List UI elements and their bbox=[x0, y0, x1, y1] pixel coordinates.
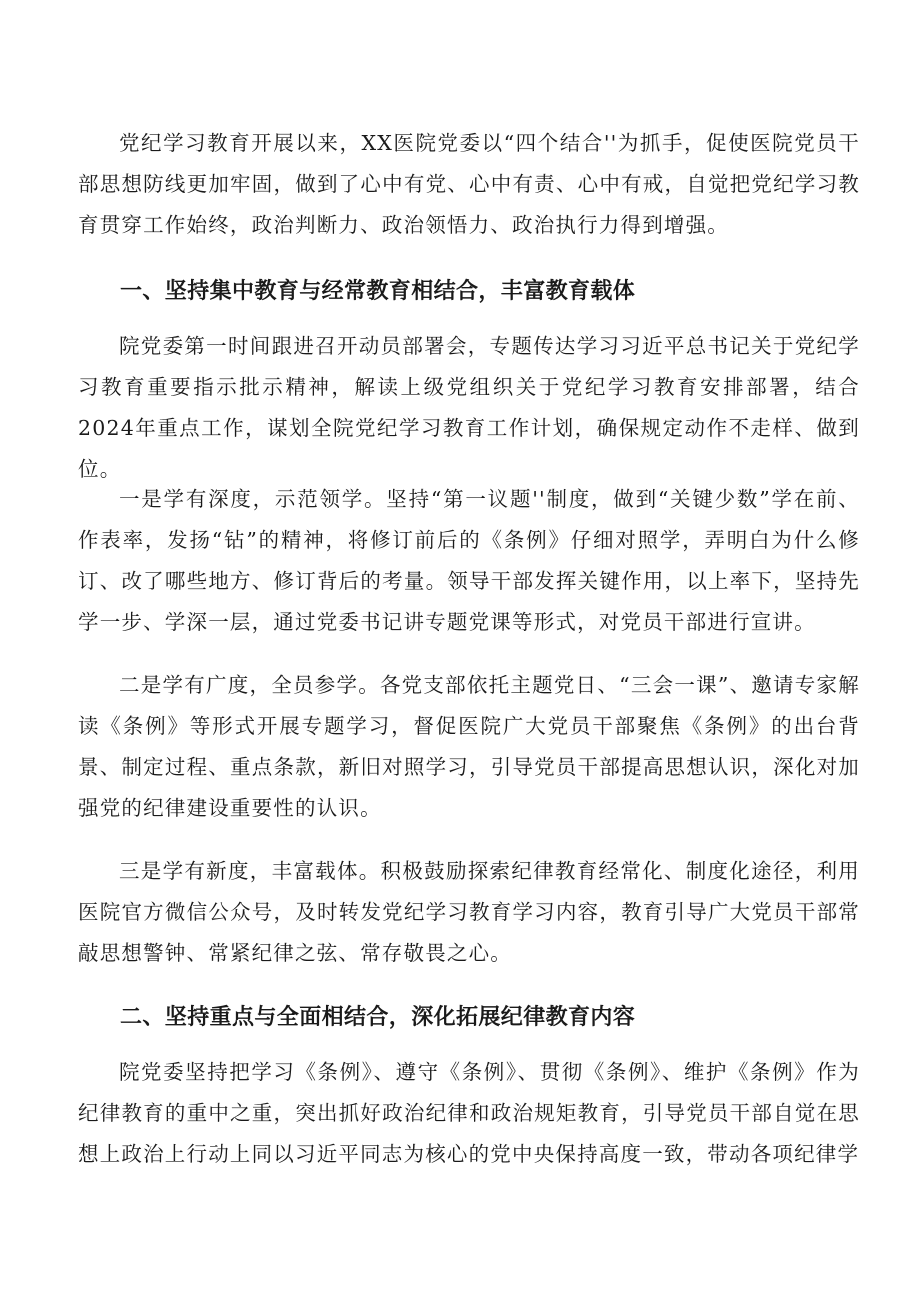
section-heading-1: 一、坚持集中教育与经常教育相结合，丰富教育载体 bbox=[120, 279, 636, 304]
section1-paragraph-4: 三是学有新度，丰富载体。积极鼓励探索纪律教育经常化、制度化途径，利用医院官方微信公众号，及时转发党纪学习教育学习内容，教育引导广大党员干部常敲思想警钟、常紧纪律之弦、常存敬畏之心。 bbox=[78, 859, 860, 965]
section-heading-2: 二、坚持重点与全面相结合，深化拓展纪律教育内容 bbox=[120, 1005, 636, 1030]
intro-paragraph: 党纪学习教育开展以来，XX医院党委以“四个结合''为抓手，促使医院党员干部思想防线更加牢固，做到了心中有党、心中有责、心中有戒，自觉把党纪学习教育贯穿工作始终，政治判断力、政治领悟力、政治执行力得到增强。 bbox=[78, 131, 860, 237]
section1-paragraph-1: 院党委第一时间跟进召开动员部署会，专题传达学习习近平总书记关于党纪学习教育重要指示批示精神，解读上级党组织关于党纪学习教育安排部署，结合2024年重点工作，谋划全院党纪学习教育工作计划，确保规定动作不走样、做到位。 bbox=[78, 334, 860, 481]
section1-paragraph-2: 一是学有深度，示范领学。坚持“第一议题''制度，做到“关键少数”学在前、作表率，发扬“钻”的精神，将修订前后的《条例》仔细对照学，弄明白为什么修订、改了哪些地方、修订背后的考量。领导干部发挥关键作用，以上率下，坚持先学一步、学深一层，通过党委书记讲专题党课等形式，对党员干部进行宣讲。 bbox=[78, 487, 860, 634]
section1-paragraph-3: 二是学有广度，全员参学。各党支部依托主题党日、“三会一课”、邀请专家解读《条例》等形式开展专题学习，督促医院广大党员干部聚焦《条例》的出台背景、制定过程、重点条款，新旧对照学习，引导党员干部提高思想认识，深化对加强党的纪律建设重要性的认识。 bbox=[78, 673, 860, 820]
section2-paragraph-1: 院党委坚持把学习《条例》、遵守《条例》、贯彻《条例》、维护《条例》作为纪律教育的重中之重，突出抓好政治纪律和政治规矩教育，引导党员干部自觉在思想上政治上行动上同以习近平同志为核心的党中央保持高度一致，带动各项纪律学 bbox=[78, 1060, 860, 1166]
